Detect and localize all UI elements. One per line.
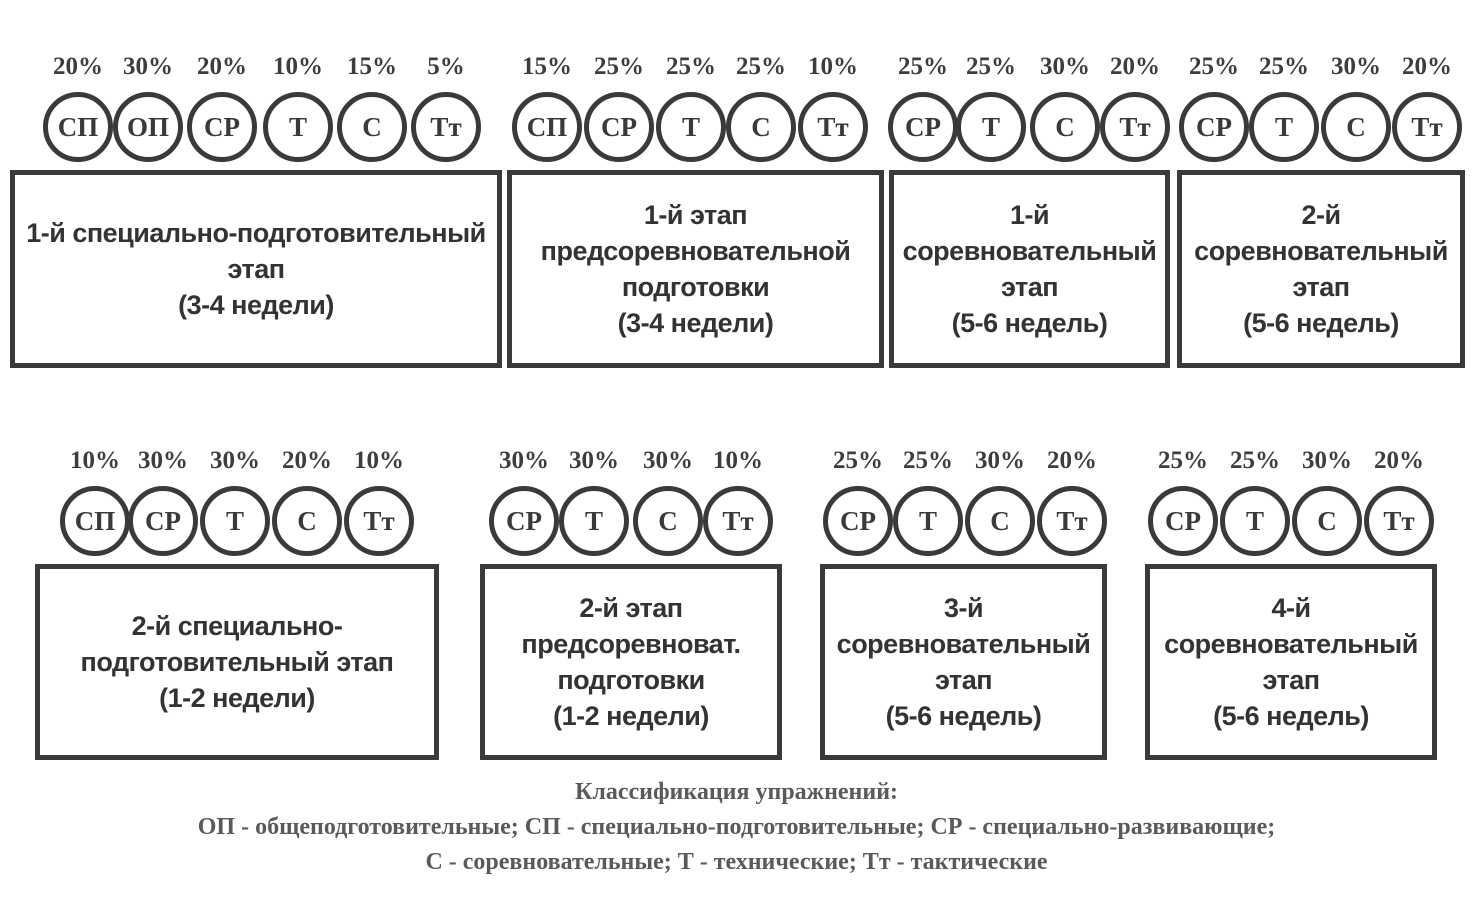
percent-label: 20% <box>1110 53 1160 80</box>
stage-box <box>507 170 884 368</box>
percent-label: 30% <box>1040 53 1090 80</box>
stage-box <box>10 170 502 368</box>
percent-label: 25% <box>666 53 716 80</box>
percent-label: 15% <box>522 53 572 80</box>
stage-box <box>35 564 439 760</box>
stage-box <box>480 564 782 760</box>
stage-box <box>889 170 1170 368</box>
exercise-circle: Тт <box>1364 486 1434 556</box>
stage-text-line: соревновательный <box>836 629 1091 659</box>
exercise-circle: Т <box>559 486 629 556</box>
exercise-circle: Тт <box>344 486 414 556</box>
exercise-circle: Тт <box>798 92 868 162</box>
stage-text-line: предсоревновательной <box>540 236 851 266</box>
percent-label: 5% <box>427 53 465 80</box>
stage-text-line: 1-й специально-подготовительный <box>26 218 486 248</box>
stage-text-line: этап <box>227 254 285 284</box>
exercise-circle: С <box>1292 486 1362 556</box>
stage-text-line: (5-6 недель) <box>951 308 1108 338</box>
percent-label: 25% <box>1158 447 1208 474</box>
stage-text-line: 1-й этап <box>643 200 748 230</box>
exercise-circle: С <box>337 92 407 162</box>
percent-label: 10% <box>808 53 858 80</box>
percent-label: 20% <box>1402 53 1452 80</box>
stage-1 <box>10 52 502 368</box>
stage-text-line: (5-6 недель) <box>1213 701 1369 731</box>
legend <box>0 775 1473 880</box>
percent-label: 30% <box>210 447 260 474</box>
percent-label: 25% <box>898 53 948 80</box>
stage-text-line: (3-4 недели) <box>617 308 774 338</box>
percent-label: 30% <box>1302 447 1352 474</box>
percent-label: 25% <box>736 53 786 80</box>
stage-text-line: предсоревноват. <box>521 629 741 659</box>
exercise-circle: Т <box>200 486 270 556</box>
stage-box <box>1145 564 1437 760</box>
exercise-circle: Т <box>263 92 333 162</box>
percent-label: 10% <box>713 447 763 474</box>
percent-label: 20% <box>1374 447 1424 474</box>
exercise-circle: Тт <box>411 92 481 162</box>
stage-text-line: соревновательный <box>1194 236 1448 266</box>
percent-label: 25% <box>966 53 1016 80</box>
stage-text-line: этап <box>1000 272 1059 302</box>
percent-label: 30% <box>138 447 188 474</box>
percent-label: 30% <box>123 53 173 80</box>
stage-text-line: подготовительный этап <box>80 647 394 677</box>
stage-7 <box>820 446 1107 760</box>
percent-label: 10% <box>354 447 404 474</box>
exercise-circle: Т <box>1249 92 1319 162</box>
exercise-circle: СР <box>187 92 257 162</box>
exercise-circle: С <box>1321 92 1391 162</box>
exercise-circle: СР <box>1179 92 1249 162</box>
exercise-circle: СР <box>1148 486 1218 556</box>
stage-text-line: подготовки <box>557 665 705 695</box>
stage-text-line: (5-6 недель) <box>885 701 1042 731</box>
exercise-circle: СР <box>584 92 654 162</box>
percent-label: 20% <box>197 53 247 80</box>
percent-label: 25% <box>833 447 883 474</box>
exercise-circle: СР <box>489 486 559 556</box>
stage-text-line: этап <box>1262 665 1320 695</box>
stage-text-line: подготовки <box>621 272 770 302</box>
exercise-circle: С <box>726 92 796 162</box>
stage-5 <box>35 446 439 760</box>
exercise-circle: Тт <box>703 486 773 556</box>
stage-text-line: соревновательный <box>902 236 1157 266</box>
stage-3 <box>889 52 1170 368</box>
percent-label: 30% <box>643 447 693 474</box>
stage-text-line: 2-й <box>1301 200 1341 230</box>
exercise-circle: СП <box>60 486 130 556</box>
stage-4 <box>1177 52 1465 368</box>
exercise-circle: СП <box>512 92 582 162</box>
percent-label: 25% <box>1189 53 1239 80</box>
exercise-circle: С <box>633 486 703 556</box>
exercise-circle: СП <box>43 92 113 162</box>
exercise-circle: С <box>1030 92 1100 162</box>
exercise-circle: Тт <box>1392 92 1462 162</box>
stage-box <box>1177 170 1465 368</box>
stage-box <box>820 564 1107 760</box>
stage-text-line: 4-й <box>1271 593 1311 623</box>
percent-label: 30% <box>975 447 1025 474</box>
exercise-circle: СР <box>888 92 958 162</box>
stage-text-line: 2-й специально- <box>131 611 343 641</box>
legend-title: Классификация упражнений: <box>574 779 899 805</box>
stage-text-line: (5-6 недель) <box>1243 308 1399 338</box>
percent-label: 15% <box>347 53 397 80</box>
stage-text-line: 3-й <box>943 593 984 623</box>
legend-line-1: ОП - общеподготовительные; СП - специально-подготовительные; СР - специально-развивающие; <box>197 814 1276 840</box>
percent-label: 20% <box>282 447 332 474</box>
percent-label: 20% <box>1047 447 1097 474</box>
exercise-circle: Т <box>956 92 1026 162</box>
stage-6 <box>480 446 782 760</box>
exercise-circle: Тт <box>1037 486 1107 556</box>
percent-label: 25% <box>1259 53 1309 80</box>
exercise-circle: Т <box>1220 486 1290 556</box>
exercise-circle: СР <box>128 486 198 556</box>
percent-label: 25% <box>594 53 644 80</box>
stage-text-line: этап <box>1292 272 1350 302</box>
percent-label: 25% <box>1230 447 1280 474</box>
exercise-circle: С <box>272 486 342 556</box>
stage-text-line: (1-2 недели) <box>553 701 709 731</box>
percent-label: 30% <box>569 447 619 474</box>
stage-text-line: этап <box>934 665 993 695</box>
exercise-circle: ОП <box>113 92 183 162</box>
percent-label: 10% <box>70 447 120 474</box>
legend-line-2: С - соревновательные; Т - технические; Тт - тактические <box>425 849 1048 875</box>
stage-text-line: (1-2 недели) <box>159 683 315 713</box>
percent-label: 30% <box>499 447 549 474</box>
exercise-circle: С <box>965 486 1035 556</box>
exercise-circle: Тт <box>1100 92 1170 162</box>
stage-text-line: (3-4 недели) <box>178 290 334 320</box>
percent-label: 10% <box>273 53 323 80</box>
exercise-circle: СР <box>823 486 893 556</box>
percent-label: 25% <box>903 447 953 474</box>
exercise-circle: Т <box>893 486 963 556</box>
percent-label: 20% <box>53 53 103 80</box>
stage-8 <box>1145 446 1437 760</box>
exercise-circle: Т <box>656 92 726 162</box>
percent-label: 30% <box>1331 53 1381 80</box>
stage-2 <box>507 52 884 368</box>
stage-text-line: соревновательный <box>1164 629 1418 659</box>
stage-text-line: 2-й этап <box>579 593 683 623</box>
stage-text-line: 1-й <box>1009 200 1050 230</box>
